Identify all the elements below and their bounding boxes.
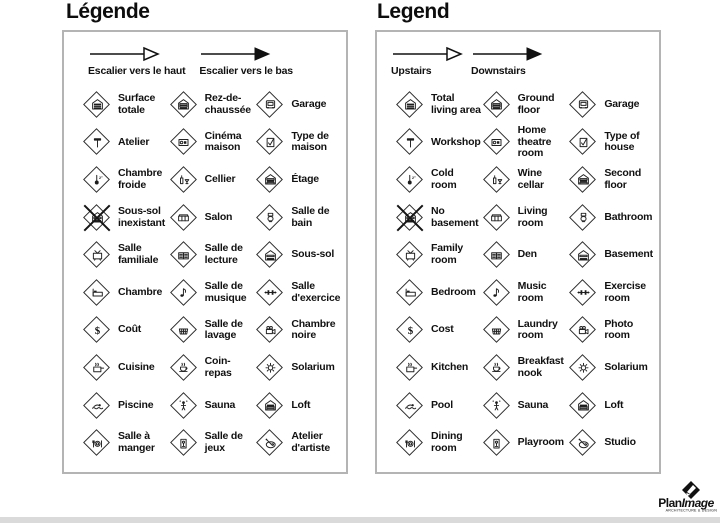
home-theatre-icon — [169, 127, 199, 157]
legend-item-label: Cost — [431, 323, 454, 336]
house-top-floor-icon — [568, 391, 598, 421]
legend-panel-english — [375, 30, 661, 474]
legend-item-label: Ground floor — [517, 92, 555, 116]
legend-item-label: Home theatre room — [517, 123, 552, 160]
house-top-floor-icon — [255, 391, 285, 421]
stairs-down-arrow — [199, 46, 293, 77]
legend-item — [255, 387, 342, 425]
legend-item-label: Dining room — [431, 430, 463, 455]
artist-palette-icon — [568, 428, 598, 458]
legend-item — [82, 161, 169, 199]
toilet-icon — [255, 203, 285, 233]
legend-item — [568, 236, 655, 274]
bed-icon — [395, 278, 425, 308]
thermometer-icon — [395, 165, 425, 195]
legend-item — [255, 424, 342, 462]
sun-icon — [255, 353, 285, 383]
legend-item-label: Wine cellar — [517, 167, 544, 191]
legend-item-label: Breakfast nook — [517, 355, 564, 379]
legend-item — [169, 199, 256, 237]
legend-item — [568, 161, 655, 199]
legend-item-label: Second floor — [604, 167, 642, 191]
legend-item-label: Salle familiale — [118, 242, 159, 267]
legend-item — [395, 274, 482, 312]
garage-icon — [568, 90, 598, 120]
legend-item — [255, 86, 342, 124]
stairs-down-label: Downstairs — [471, 65, 526, 77]
hammer-icon — [395, 127, 425, 157]
legend-item-label: Playroom — [517, 436, 564, 449]
legend-item-label: Salon — [204, 210, 233, 223]
legend-item-label: Living room — [517, 204, 548, 229]
legend-item-label: Étage — [291, 173, 319, 186]
thermometer-icon — [82, 165, 112, 195]
legend-item-label: Rez-de-chaussée — [204, 92, 251, 116]
house-second-floor-icon — [255, 165, 285, 195]
legend-item-label: Cuisine — [118, 361, 155, 374]
legend-item — [568, 387, 655, 425]
legend-item-label: Cinéma maison — [204, 129, 242, 154]
house-basement-icon — [255, 240, 285, 270]
camera-icon — [255, 315, 285, 345]
legend-item — [82, 124, 169, 162]
legend-item — [568, 124, 655, 162]
house-all-floors-icon — [395, 90, 425, 120]
legend-item — [82, 312, 169, 350]
legend-item-label: Kitchen — [431, 361, 469, 374]
legend-item — [82, 86, 169, 124]
legend-item — [82, 236, 169, 274]
planimage-logo-text: PlanImage — [658, 496, 714, 510]
legend-item — [395, 236, 482, 274]
legend-item — [395, 312, 482, 350]
legend-item — [395, 349, 482, 387]
legend-item — [255, 236, 342, 274]
open-book-icon — [482, 240, 512, 270]
legend-item-label: Salle à manger — [118, 430, 155, 455]
legend-item-label: Family room — [431, 242, 464, 267]
dollar-icon — [82, 315, 112, 345]
legend-item-label: Sauna — [517, 398, 549, 411]
music-note-icon — [482, 278, 512, 308]
legend-item-label: Loft — [604, 398, 624, 411]
stairs-arrows — [391, 46, 659, 77]
legend-item-label: Coût — [118, 323, 142, 336]
legend-item-label: Garage — [291, 97, 327, 110]
legend-item-label: Salle de jeux — [204, 430, 243, 455]
tv-icon — [395, 240, 425, 270]
planimage-logo-tagline: ARCHITECTURE & DESIGN — [665, 509, 718, 513]
legend-item-label: Chambre froide — [118, 167, 163, 191]
legend-item — [169, 312, 256, 350]
legend-item-label: Loft — [291, 398, 311, 411]
cooking-pot-icon — [395, 353, 425, 383]
legend-item — [82, 274, 169, 312]
legend-item — [169, 86, 256, 124]
bed-icon — [82, 278, 112, 308]
house-type-check-icon — [568, 127, 598, 157]
legend-item — [395, 161, 482, 199]
house-type-check-icon — [255, 127, 285, 157]
legend-item-label: Salle de bain — [291, 204, 330, 229]
legend-item — [568, 424, 655, 462]
legend-item-label: Piscine — [118, 398, 154, 411]
legend-item-label: Music room — [517, 280, 547, 304]
legend-item — [568, 349, 655, 387]
panel-title-english: Legend — [377, 0, 450, 23]
legend-item-label: Salle de lavage — [204, 317, 243, 342]
legend-item-label: Sous-sol inexistant — [118, 204, 166, 229]
stairs-down-label: Escalier vers le bas — [199, 65, 293, 77]
legend-item-label: Garage — [604, 97, 640, 110]
legend-item — [482, 387, 569, 425]
wine-cellar-icon — [482, 165, 512, 195]
legend-item — [482, 236, 569, 274]
legend-item-label: Cellier — [204, 173, 236, 186]
legend-item — [255, 349, 342, 387]
legend-item — [395, 199, 482, 237]
legend-item — [482, 312, 569, 350]
legend-item — [395, 424, 482, 462]
sofa-icon — [482, 203, 512, 233]
legend-item-label: Cold room — [431, 167, 457, 191]
legend-item-label: Chambre noire — [291, 317, 336, 342]
legend-item-label: Salle de musique — [204, 280, 247, 304]
legend-item-label: Chambre — [118, 285, 163, 298]
panel-title-french: Légende — [66, 0, 150, 23]
cooking-pot-icon — [82, 353, 112, 383]
legend-item — [395, 86, 482, 124]
hammer-icon — [82, 127, 112, 157]
sofa-icon — [169, 203, 199, 233]
legend-item-label: Workshop — [431, 135, 481, 148]
dining-plate-icon — [395, 428, 425, 458]
legend-item-label: Atelier d'artiste — [291, 430, 330, 455]
legend-item — [169, 424, 256, 462]
house-all-floors-icon — [82, 90, 112, 120]
legend-item-label: Sauna — [204, 398, 236, 411]
legend-item-label: No basement — [431, 204, 479, 229]
music-note-icon — [169, 278, 199, 308]
diamond-frame — [396, 204, 423, 231]
barbell-icon — [255, 278, 285, 308]
legend-item — [82, 387, 169, 425]
legend-item — [169, 274, 256, 312]
house-basement-icon — [568, 240, 598, 270]
legend-item — [82, 199, 169, 237]
legend-item-label: Den — [517, 248, 537, 261]
artist-palette-icon — [255, 428, 285, 458]
sauna-person-icon — [169, 391, 199, 421]
legend-item — [482, 199, 569, 237]
toilet-icon — [568, 203, 598, 233]
legend-item-label: Type of house — [604, 129, 640, 154]
stairs-down-arrow — [471, 46, 543, 77]
legend-item-label: Solarium — [291, 361, 335, 374]
legend-item-label: Salle de lecture — [204, 242, 243, 267]
swimmer-icon — [82, 391, 112, 421]
dollar-icon — [395, 315, 425, 345]
swimmer-icon — [395, 391, 425, 421]
legend-item-label: Laundry room — [517, 317, 558, 342]
stairs-up-arrow — [88, 46, 185, 77]
legend-item-label: Salle d'exercice — [291, 280, 341, 304]
home-theatre-icon — [482, 127, 512, 157]
legend-item — [395, 387, 482, 425]
legend-item — [169, 236, 256, 274]
legend-item — [568, 86, 655, 124]
legend-item — [169, 387, 256, 425]
legend-item — [568, 199, 655, 237]
dining-plate-icon — [82, 428, 112, 458]
planimage-logo — [652, 481, 720, 515]
legend-item-label: Photo room — [604, 317, 634, 342]
playroom-icon — [482, 428, 512, 458]
house-second-floor-icon — [568, 165, 598, 195]
page-bottom-edge — [0, 517, 720, 523]
camera-icon — [568, 315, 598, 345]
legend-item-label: Solarium — [604, 361, 648, 374]
barbell-icon — [568, 278, 598, 308]
legend-item — [169, 349, 256, 387]
legend-item-label: Bathroom — [604, 210, 653, 223]
legend-item — [482, 86, 569, 124]
legend-grid-english — [395, 86, 655, 462]
stairs-up-label: Upstairs — [391, 65, 432, 77]
legend-item — [482, 274, 569, 312]
legend-item — [482, 161, 569, 199]
legend-item — [169, 161, 256, 199]
diamond-frame — [83, 204, 110, 231]
legend-item-label: Total living area — [431, 92, 481, 116]
garage-icon — [255, 90, 285, 120]
open-book-icon — [169, 240, 199, 270]
legend-item — [255, 274, 342, 312]
legend-item-label: Studio — [604, 436, 636, 449]
stairs-up-arrow — [391, 46, 463, 77]
coffee-cup-icon — [169, 353, 199, 383]
laundry-basket-icon — [169, 315, 199, 345]
legend-item — [255, 312, 342, 350]
legend-item-label: Type de maison — [291, 129, 329, 154]
house-basement-icon — [395, 203, 425, 233]
legend-item — [255, 199, 342, 237]
laundry-basket-icon — [482, 315, 512, 345]
legend-item — [395, 124, 482, 162]
legend-item — [255, 161, 342, 199]
playroom-icon — [169, 428, 199, 458]
legend-item-label: Bedroom — [431, 285, 476, 298]
legend-grid-french — [82, 86, 342, 462]
sun-icon — [568, 353, 598, 383]
legend-item — [169, 124, 256, 162]
legend-item — [482, 424, 569, 462]
legend-item — [82, 424, 169, 462]
legend-item — [568, 312, 655, 350]
legend-item-label: Surface totale — [118, 92, 156, 116]
legend-item-label: Exercise room — [604, 280, 646, 304]
legend-item — [568, 274, 655, 312]
legend-item-label: Pool — [431, 398, 453, 411]
stairs-up-label: Escalier vers le haut — [88, 65, 186, 77]
tv-icon — [82, 240, 112, 270]
legend-item-label: Atelier — [118, 135, 150, 148]
house-basement-icon — [82, 203, 112, 233]
legend-item-label: Sous-sol — [291, 248, 335, 261]
sauna-person-icon — [482, 391, 512, 421]
stairs-arrows — [88, 46, 346, 77]
legend-item-label: Coin-repas — [204, 355, 232, 379]
house-ground-floor-icon — [482, 90, 512, 120]
house-ground-floor-icon — [169, 90, 199, 120]
legend-item — [482, 124, 569, 162]
wine-cellar-icon — [169, 165, 199, 195]
legend-item — [255, 124, 342, 162]
legend-item — [482, 349, 569, 387]
legend-panel-french — [62, 30, 348, 474]
legend-item-label: Basement — [604, 248, 653, 261]
coffee-cup-icon — [482, 353, 512, 383]
legend-item — [82, 349, 169, 387]
